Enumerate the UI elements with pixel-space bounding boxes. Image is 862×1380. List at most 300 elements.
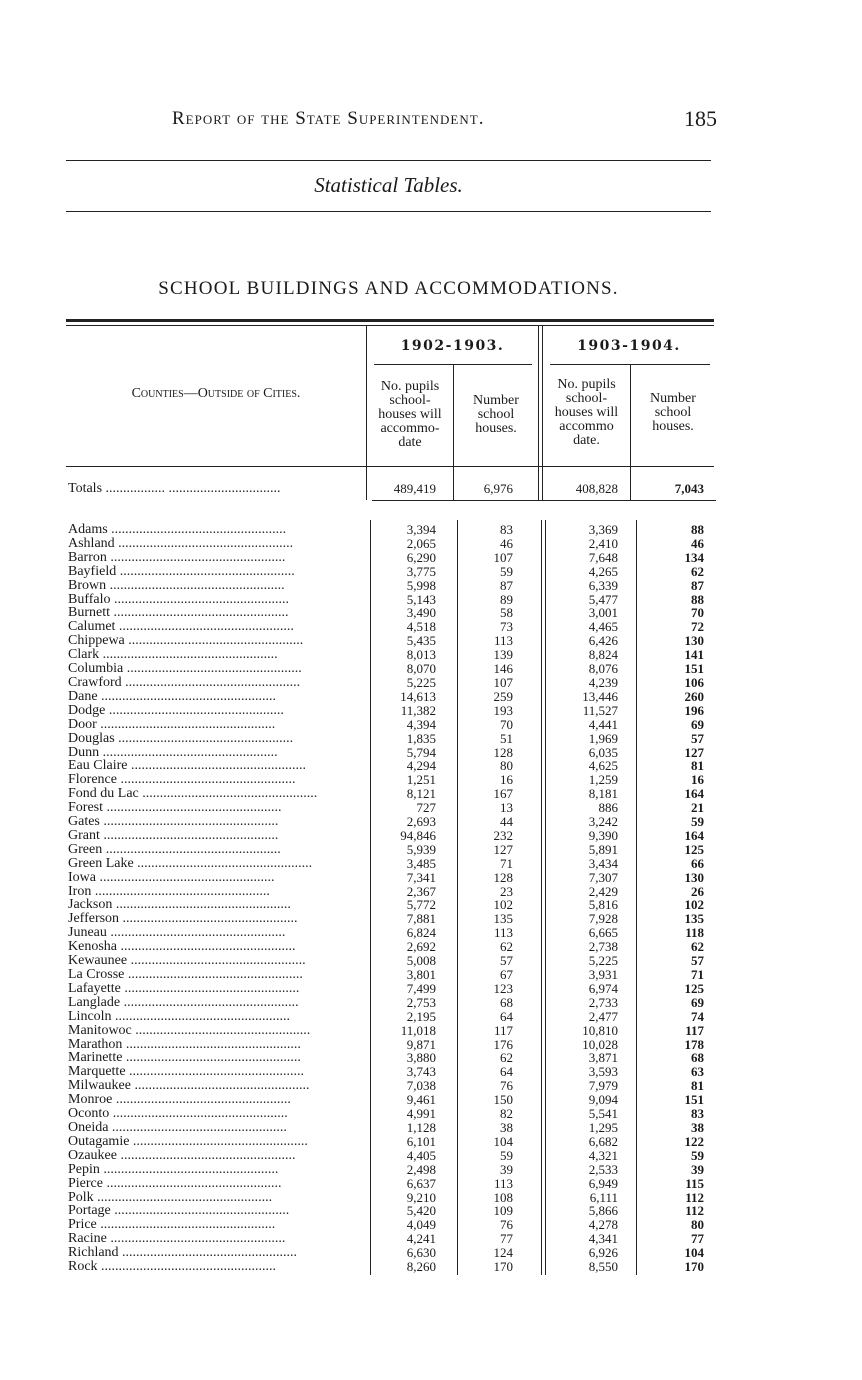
pupils-1903-cell: 1,835 bbox=[406, 730, 436, 746]
table-row bbox=[66, 954, 716, 968]
houses-1904-cell: 112 bbox=[685, 1203, 704, 1219]
pupils-1904-cell: 4,465 bbox=[588, 619, 618, 635]
houses-1904-cell: 196 bbox=[684, 702, 704, 718]
houses-1904-cell: 66 bbox=[691, 855, 704, 871]
county-name: Grant .................................................. bbox=[68, 828, 279, 843]
table-row bbox=[66, 801, 716, 815]
houses-1904-cell: 118 bbox=[685, 925, 704, 941]
county-name: Brown .................................................. bbox=[68, 578, 285, 593]
county-name: Douglas .................................................. bbox=[68, 731, 294, 746]
pupils-1904-cell: 2,410 bbox=[588, 535, 618, 551]
houses-1904-cell: 151 bbox=[684, 1092, 704, 1108]
houses-1904-cell: 59 bbox=[691, 1147, 704, 1163]
houses-1903-cell: 128 bbox=[493, 744, 513, 760]
houses-1904-cell: 68 bbox=[691, 1050, 704, 1066]
county-name: Milwaukee .................................................. bbox=[68, 1079, 310, 1094]
county-name: Marathon .................................................. bbox=[68, 1037, 301, 1052]
header-bottom-rule bbox=[66, 466, 714, 467]
houses-1903-cell: 150 bbox=[493, 1092, 513, 1108]
houses-1904-cell: 46 bbox=[691, 535, 704, 551]
pupils-1904-cell: 4,265 bbox=[588, 563, 618, 579]
pupils-1904-cell: 3,871 bbox=[588, 1050, 618, 1066]
table-row bbox=[66, 1246, 716, 1260]
table-row bbox=[66, 982, 716, 996]
houses-1903-cell: 23 bbox=[500, 883, 513, 899]
county-name: Rock .................................................. bbox=[68, 1260, 277, 1275]
col-head-line: school- bbox=[565, 391, 608, 406]
county-name: Ashland .................................................. bbox=[68, 536, 294, 551]
pupils-1904-cell: 7,307 bbox=[588, 869, 618, 885]
houses-1904-cell: 81 bbox=[691, 758, 704, 774]
houses-1904-cell: 125 bbox=[684, 841, 704, 857]
year-underline-2 bbox=[550, 364, 710, 365]
houses-1903-cell: 73 bbox=[500, 619, 513, 635]
pupils-1904-cell: 4,441 bbox=[588, 716, 618, 732]
col-head-line: houses will bbox=[554, 405, 619, 420]
county-name: Jefferson .................................................. bbox=[68, 912, 298, 927]
table-row bbox=[66, 1260, 716, 1274]
table-row bbox=[66, 1079, 716, 1093]
houses-1904-cell: 164 bbox=[684, 786, 704, 802]
table-row bbox=[66, 871, 716, 885]
table-row bbox=[66, 537, 716, 551]
table-row bbox=[66, 1191, 716, 1205]
page-subtitle: Statistical Tables. bbox=[314, 173, 463, 197]
county-name: Richland .................................................. bbox=[68, 1246, 298, 1261]
pupils-1904-cell: 8,550 bbox=[588, 1259, 618, 1275]
houses-1904-cell: 39 bbox=[691, 1161, 704, 1177]
pupils-1904-cell: 7,648 bbox=[588, 549, 618, 565]
table-row bbox=[66, 996, 716, 1010]
houses-1904-cell: 26 bbox=[691, 883, 704, 899]
county-name: Kewaunee .................................................. bbox=[68, 954, 306, 969]
col-head-houses-1903 bbox=[454, 394, 538, 436]
houses-1903-cell: 107 bbox=[493, 549, 513, 565]
table-row bbox=[66, 1135, 716, 1149]
pupils-1903-cell: 11,018 bbox=[400, 1022, 436, 1038]
houses-1904-cell: 130 bbox=[684, 869, 704, 885]
table-row bbox=[66, 523, 716, 537]
table-row bbox=[66, 1051, 716, 1065]
table-row bbox=[66, 829, 716, 843]
houses-1904-cell: 112 bbox=[685, 1189, 704, 1205]
table-row bbox=[66, 843, 716, 857]
table-row bbox=[66, 1177, 716, 1191]
houses-1903-cell: 127 bbox=[493, 841, 513, 857]
houses-1903-cell: 232 bbox=[493, 827, 513, 843]
pupils-1903-cell: 3,490 bbox=[406, 605, 436, 621]
col-head-line: Number bbox=[650, 391, 696, 406]
pupils-1904-cell: 3,001 bbox=[588, 605, 618, 621]
totals-divider-a bbox=[366, 472, 367, 500]
pupils-1903-cell: 9,210 bbox=[406, 1189, 436, 1205]
county-name: Pierce .................................................. bbox=[68, 1176, 282, 1191]
pupils-1904-cell: 6,682 bbox=[588, 1133, 618, 1149]
county-name: Buffalo .................................................. bbox=[68, 592, 290, 607]
houses-1904-cell: 63 bbox=[691, 1064, 704, 1080]
houses-1904-cell: 81 bbox=[691, 1078, 704, 1094]
pupils-1903-cell: 8,070 bbox=[406, 661, 436, 677]
table-row bbox=[66, 1121, 716, 1135]
houses-1903-cell: 39 bbox=[500, 1161, 513, 1177]
pupils-1904-cell: 3,369 bbox=[588, 522, 618, 537]
totals-underline bbox=[372, 500, 716, 501]
county-name: Pepin .................................................. bbox=[68, 1162, 279, 1177]
houses-1903-cell: 16 bbox=[500, 772, 513, 788]
county-name: Jackson .................................................. bbox=[68, 898, 291, 913]
houses-1903-cell: 124 bbox=[493, 1245, 513, 1261]
col-head-line: accommo- bbox=[380, 421, 440, 436]
col-head-line: No. pupils bbox=[380, 379, 440, 394]
county-name: Price .................................................. bbox=[68, 1218, 276, 1233]
houses-1903-cell: 64 bbox=[500, 1008, 513, 1024]
pupils-1904-cell: 1,259 bbox=[588, 772, 618, 788]
table-row bbox=[66, 662, 716, 676]
houses-1903-cell: 76 bbox=[500, 1217, 513, 1233]
pupils-1904-cell: 4,321 bbox=[588, 1147, 618, 1163]
houses-1903-cell: 62 bbox=[500, 1050, 513, 1066]
county-name: Fond du Lac .................................................. bbox=[68, 787, 318, 802]
pupils-1903-cell: 8,121 bbox=[406, 786, 436, 802]
houses-1904-cell: 62 bbox=[691, 563, 704, 579]
pupils-1904-cell: 2,738 bbox=[588, 939, 618, 955]
pupils-1904-cell: 6,974 bbox=[588, 980, 618, 996]
houses-1903-cell: 113 bbox=[493, 633, 513, 649]
pupils-1904-cell: 5,816 bbox=[588, 897, 618, 913]
col-head-pupils-1903 bbox=[367, 380, 453, 450]
houses-1903-cell: 57 bbox=[500, 953, 513, 969]
pupils-1904-cell: 3,242 bbox=[588, 814, 618, 830]
pupils-1903-cell: 7,038 bbox=[406, 1078, 436, 1094]
houses-1904-cell: 130 bbox=[684, 633, 704, 649]
table-row bbox=[66, 912, 716, 926]
county-name: Oconto .................................................. bbox=[68, 1107, 288, 1122]
year-underline-1 bbox=[374, 364, 532, 365]
pupils-1903-cell: 4,518 bbox=[406, 619, 436, 635]
houses-1904-cell: 62 bbox=[691, 939, 704, 955]
page-number: 185 bbox=[684, 106, 717, 131]
houses-1904-cell: 135 bbox=[684, 911, 704, 927]
pupils-1903-cell: 3,880 bbox=[406, 1050, 436, 1066]
table-row bbox=[66, 551, 716, 565]
houses-1904-cell: 164 bbox=[684, 827, 704, 843]
county-name: Dodge .................................................. bbox=[68, 703, 284, 718]
houses-1903-cell: 67 bbox=[500, 967, 513, 982]
pupils-1903-cell: 2,753 bbox=[406, 994, 436, 1010]
section-title: SCHOOL BUILDINGS AND ACCOMMODATIONS. bbox=[158, 278, 619, 299]
pupils-1903-cell: 4,241 bbox=[406, 1231, 436, 1247]
county-rows bbox=[66, 523, 716, 1274]
table-row bbox=[66, 898, 716, 912]
pupils-1904-cell: 13,446 bbox=[582, 688, 618, 704]
county-name: Chippewa .................................................. bbox=[68, 634, 304, 649]
houses-1903-cell: 51 bbox=[500, 730, 513, 746]
table-row bbox=[66, 1163, 716, 1177]
houses-1904-cell: 102 bbox=[684, 897, 704, 913]
county-name: Marinette .................................................. bbox=[68, 1051, 301, 1066]
houses-1904-cell: 74 bbox=[691, 1008, 704, 1024]
county-name: Eau Claire .................................................. bbox=[68, 759, 306, 774]
county-name: La Crosse .................................................. bbox=[68, 968, 303, 982]
col-head-line: houses. bbox=[475, 421, 517, 436]
county-name: Racine .................................................. bbox=[68, 1232, 286, 1247]
pupils-1904-cell: 6,665 bbox=[588, 925, 618, 941]
houses-1903-cell: 58 bbox=[500, 605, 513, 621]
table-row bbox=[66, 815, 716, 829]
houses-1903-cell: 170 bbox=[493, 1259, 513, 1275]
houses-1903-cell: 113 bbox=[493, 1175, 513, 1191]
table-row bbox=[66, 634, 716, 648]
houses-1903-cell: 64 bbox=[500, 1064, 513, 1080]
houses-1904-cell: 71 bbox=[691, 967, 704, 982]
table-row bbox=[66, 1218, 716, 1232]
county-name: Calumet .................................................. bbox=[68, 620, 294, 635]
table-row bbox=[66, 1093, 716, 1107]
houses-1903-cell: 44 bbox=[500, 814, 513, 830]
pupils-1903-cell: 2,367 bbox=[406, 883, 436, 899]
pupils-1904-cell: 6,339 bbox=[588, 577, 618, 593]
houses-1903-cell: 113 bbox=[493, 925, 513, 941]
col-head-line: accommo bbox=[559, 419, 614, 434]
table-row bbox=[66, 746, 716, 760]
houses-1904-cell: 170 bbox=[684, 1259, 704, 1275]
pupils-1904-cell: 3,434 bbox=[588, 855, 618, 871]
totals-label: Totals ................. ................................ bbox=[68, 481, 281, 496]
year-heading-1902: 1902-1903. bbox=[400, 338, 505, 354]
table-row bbox=[66, 1232, 716, 1246]
pupils-1904-cell: 5,866 bbox=[588, 1203, 618, 1219]
pupils-1904-cell: 2,533 bbox=[588, 1161, 618, 1177]
county-name: Iron .................................................. bbox=[68, 884, 270, 899]
pupils-1903-cell: 5,998 bbox=[406, 577, 436, 593]
houses-1904-cell: 38 bbox=[691, 1119, 704, 1135]
county-name: Bayfield .................................................. bbox=[68, 564, 295, 579]
houses-1904-cell: 69 bbox=[691, 716, 704, 732]
houses-1903-cell: 87 bbox=[500, 577, 513, 593]
pupils-1903-cell: 1,251 bbox=[406, 772, 436, 788]
houses-1903-cell: 59 bbox=[500, 1147, 513, 1163]
header-rule-bottom bbox=[66, 211, 711, 212]
totals-houses-1904: 7,043 bbox=[674, 481, 704, 496]
pupils-1904-cell: 5,891 bbox=[588, 841, 618, 857]
houses-1904-cell: 125 bbox=[684, 980, 704, 996]
table-row bbox=[66, 718, 716, 732]
table-row bbox=[66, 857, 716, 871]
totals-pupils-1904: 408,828 bbox=[575, 481, 618, 496]
houses-1904-cell: 127 bbox=[684, 744, 704, 760]
houses-1903-cell: 102 bbox=[493, 897, 513, 913]
pupils-1903-cell: 8,260 bbox=[406, 1259, 436, 1275]
houses-1904-cell: 134 bbox=[684, 549, 704, 565]
running-title: Report of the State Superintendent. bbox=[172, 108, 485, 129]
pupils-1903-cell: 3,394 bbox=[406, 522, 436, 537]
houses-1903-cell: 89 bbox=[500, 591, 513, 607]
pupils-1904-cell: 9,390 bbox=[588, 827, 618, 843]
pupils-1904-cell: 7,928 bbox=[588, 911, 618, 927]
pupils-1904-cell: 10,028 bbox=[582, 1036, 618, 1052]
county-name: Juneau .................................................. bbox=[68, 926, 286, 941]
county-name: Forest .................................................. bbox=[68, 801, 282, 816]
header-rule-top bbox=[66, 160, 711, 161]
pupils-1903-cell: 4,049 bbox=[406, 1217, 436, 1233]
county-name: Outagamie .................................................. bbox=[68, 1134, 308, 1149]
pupils-1903-cell: 2,195 bbox=[406, 1008, 436, 1024]
pupils-1903-cell: 3,743 bbox=[406, 1064, 436, 1080]
pupils-1904-cell: 3,593 bbox=[588, 1064, 618, 1080]
pupils-1903-cell: 94,846 bbox=[400, 827, 436, 843]
col-head-line: school bbox=[477, 407, 515, 422]
county-name: Barron .................................................. bbox=[68, 550, 286, 565]
pupils-1903-cell: 6,290 bbox=[406, 549, 436, 565]
pupils-1904-cell: 5,477 bbox=[588, 591, 618, 607]
table-row bbox=[66, 1065, 716, 1079]
county-name: Door .................................................. bbox=[68, 717, 276, 732]
table-row bbox=[66, 704, 716, 718]
houses-1904-cell: 104 bbox=[684, 1245, 704, 1261]
table-row bbox=[66, 940, 716, 954]
pupils-1903-cell: 5,939 bbox=[406, 841, 436, 857]
table-top-rule bbox=[66, 319, 714, 322]
table-row bbox=[66, 606, 716, 620]
county-name: Crawford .................................................. bbox=[68, 675, 301, 690]
table-row bbox=[66, 732, 716, 746]
houses-1903-cell: 108 bbox=[493, 1189, 513, 1205]
houses-1903-cell: 259 bbox=[493, 688, 513, 704]
col-head-line: date bbox=[398, 435, 422, 450]
table-row bbox=[66, 1038, 716, 1052]
pupils-1903-cell: 7,499 bbox=[406, 980, 436, 996]
county-name: Polk .................................................. bbox=[68, 1190, 273, 1205]
stub-heading bbox=[66, 385, 366, 402]
running-head bbox=[172, 108, 717, 138]
county-name: Oneida .................................................. bbox=[68, 1120, 287, 1135]
county-name: Florence .................................................. bbox=[68, 773, 296, 788]
county-name: Dunn .................................................. bbox=[68, 745, 278, 760]
houses-1903-cell: 68 bbox=[500, 994, 513, 1010]
table-row bbox=[66, 885, 716, 899]
houses-1903-cell: 167 bbox=[493, 786, 513, 802]
col-head-pupils-1904 bbox=[543, 378, 630, 448]
pupils-1903-cell: 2,498 bbox=[406, 1161, 436, 1177]
houses-1903-cell: 104 bbox=[493, 1133, 513, 1149]
houses-1903-cell: 71 bbox=[500, 855, 513, 871]
houses-1903-cell: 59 bbox=[500, 563, 513, 579]
pupils-1903-cell: 6,630 bbox=[406, 1245, 436, 1261]
pupils-1904-cell: 2,477 bbox=[588, 1008, 618, 1024]
pupils-1904-cell: 11,527 bbox=[582, 702, 618, 718]
table-row bbox=[66, 579, 716, 593]
pupils-1903-cell: 1,128 bbox=[406, 1119, 436, 1135]
pupils-1903-cell: 6,637 bbox=[406, 1175, 436, 1191]
pupils-1903-cell: 8,013 bbox=[406, 647, 436, 663]
pupils-1903-cell: 9,461 bbox=[406, 1092, 436, 1108]
col-head-line: houses will bbox=[378, 407, 442, 422]
houses-1903-cell: 38 bbox=[500, 1119, 513, 1135]
houses-1904-cell: 122 bbox=[684, 1133, 704, 1149]
pupils-1904-cell: 6,949 bbox=[588, 1175, 618, 1191]
houses-1903-cell: 117 bbox=[493, 1022, 513, 1038]
houses-1903-cell: 139 bbox=[493, 647, 513, 663]
pupils-1904-cell: 886 bbox=[598, 800, 618, 816]
pupils-1903-cell: 7,341 bbox=[406, 869, 436, 885]
houses-1904-cell: 178 bbox=[684, 1036, 704, 1052]
table-row bbox=[66, 620, 716, 634]
pupils-1903-cell: 5,435 bbox=[406, 633, 436, 649]
pupils-1903-cell: 5,008 bbox=[406, 953, 436, 969]
table-row bbox=[66, 1107, 716, 1121]
county-name: Ozaukee .................................................. bbox=[68, 1148, 296, 1163]
houses-1903-cell: 176 bbox=[493, 1036, 513, 1052]
houses-1904-cell: 83 bbox=[691, 1106, 704, 1122]
pupils-1904-cell: 6,035 bbox=[588, 744, 618, 760]
houses-1904-cell: 57 bbox=[691, 953, 704, 969]
pupils-1903-cell: 11,382 bbox=[400, 702, 436, 718]
houses-1904-cell: 117 bbox=[685, 1022, 704, 1038]
pupils-1904-cell: 7,979 bbox=[588, 1078, 618, 1094]
col-head-line: school bbox=[654, 405, 692, 420]
houses-1904-cell: 88 bbox=[691, 591, 704, 607]
pupils-1903-cell: 5,420 bbox=[406, 1203, 436, 1219]
county-name: Manitowoc .................................................. bbox=[68, 1023, 311, 1038]
houses-1903-cell: 128 bbox=[493, 869, 513, 885]
houses-1903-cell: 46 bbox=[500, 535, 513, 551]
houses-1903-cell: 83 bbox=[500, 522, 513, 537]
pupils-1903-cell: 5,143 bbox=[406, 591, 436, 607]
pupils-1903-cell: 14,613 bbox=[400, 688, 436, 704]
col-head-line: date. bbox=[573, 433, 600, 448]
pupils-1904-cell: 10,810 bbox=[582, 1022, 618, 1038]
pupils-1904-cell: 4,278 bbox=[588, 1217, 618, 1233]
totals-pupils-1903: 489,419 bbox=[393, 481, 436, 496]
pupils-1904-cell: 2,733 bbox=[588, 994, 618, 1010]
pupils-1903-cell: 2,693 bbox=[406, 814, 436, 830]
table-row bbox=[66, 968, 716, 982]
houses-1904-cell: 106 bbox=[684, 674, 704, 690]
houses-1903-cell: 70 bbox=[500, 716, 513, 732]
pupils-1904-cell: 3,931 bbox=[588, 967, 618, 982]
houses-1904-cell: 16 bbox=[691, 772, 704, 788]
pupils-1903-cell: 4,294 bbox=[406, 758, 436, 774]
table-row bbox=[66, 926, 716, 940]
houses-1903-cell: 80 bbox=[500, 758, 513, 774]
pupils-1903-cell: 7,881 bbox=[406, 911, 436, 927]
pupils-1904-cell: 6,426 bbox=[588, 633, 618, 649]
col-head-line: houses. bbox=[652, 419, 694, 434]
houses-1903-cell: 76 bbox=[500, 1078, 513, 1094]
houses-1904-cell: 87 bbox=[691, 577, 704, 593]
pupils-1904-cell: 1,295 bbox=[588, 1119, 618, 1135]
county-name: Burnett .................................................. bbox=[68, 606, 289, 621]
houses-1904-cell: 141 bbox=[684, 647, 704, 663]
table-row bbox=[66, 1010, 716, 1024]
county-name: Lincoln .................................................. bbox=[68, 1009, 291, 1024]
pupils-1903-cell: 6,101 bbox=[406, 1133, 436, 1149]
county-name: Green .................................................. bbox=[68, 842, 281, 857]
pupils-1904-cell: 9,094 bbox=[588, 1092, 618, 1108]
pupils-1903-cell: 2,692 bbox=[406, 939, 436, 955]
year-heading-1903: 1903-1904. bbox=[577, 338, 681, 354]
pupils-1903-cell: 6,824 bbox=[406, 925, 436, 941]
county-name: Monroe .................................................. bbox=[68, 1093, 291, 1108]
col-head-houses-1904 bbox=[631, 392, 715, 434]
houses-1904-cell: 260 bbox=[684, 688, 704, 704]
houses-1903-cell: 82 bbox=[500, 1106, 513, 1122]
table-row bbox=[66, 593, 716, 607]
table-row bbox=[66, 676, 716, 690]
col-divider-year-a bbox=[538, 326, 539, 500]
houses-1904-cell: 57 bbox=[691, 730, 704, 746]
houses-1903-cell: 123 bbox=[493, 980, 513, 996]
